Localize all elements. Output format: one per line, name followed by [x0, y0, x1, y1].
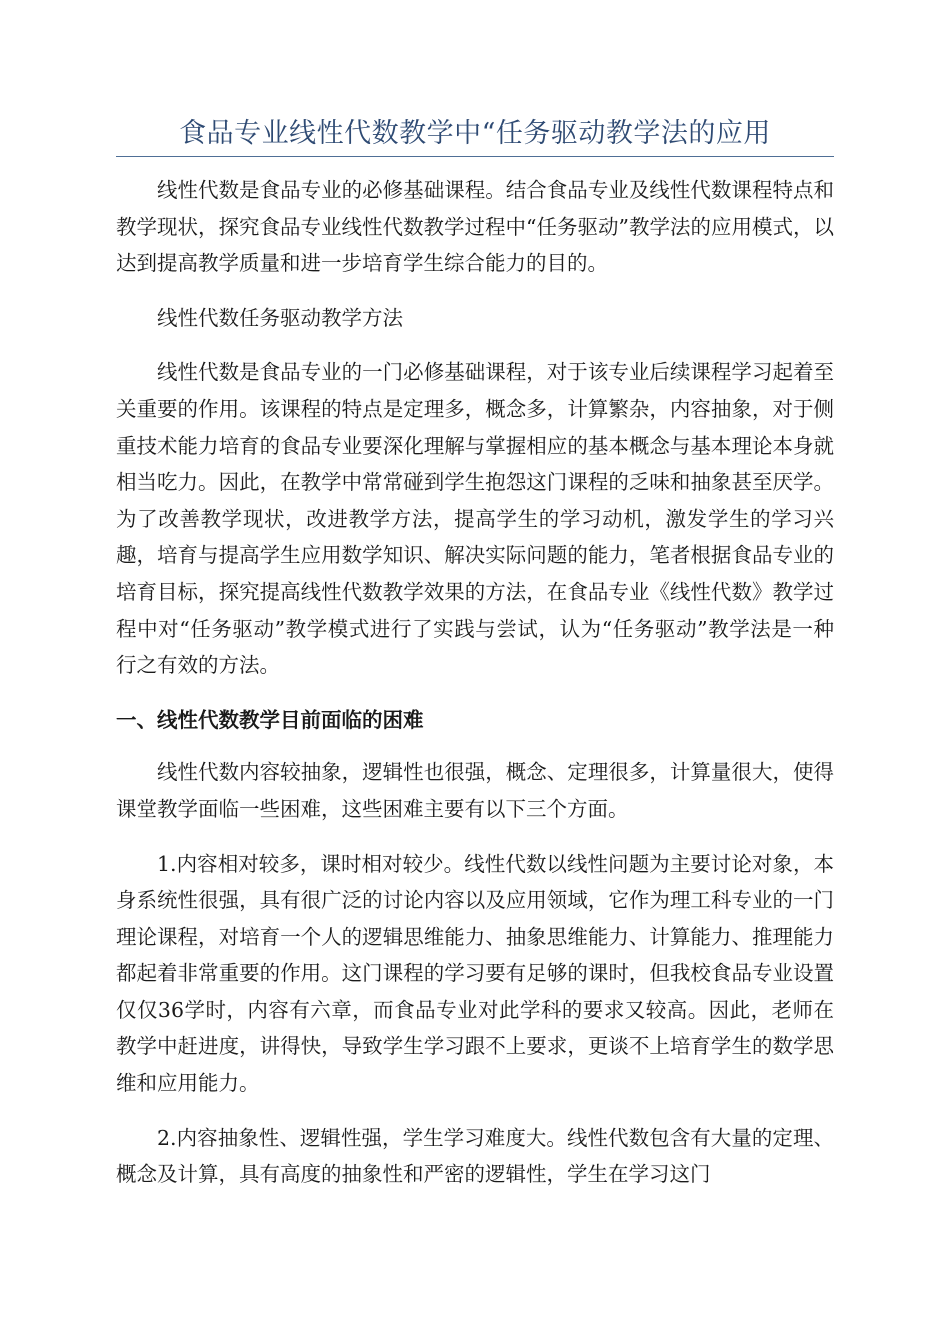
document-title: 食品专业线性代数教学中“任务驱动教学法的应用 [116, 112, 834, 157]
point-2-paragraph: 2.内容抽象性、逻辑性强，学生学习难度大。线性代数包含有大量的定理、概念及计算，具有高度的抽象性和严密的逻辑性，学生在学习这门 [116, 1125, 834, 1187]
document-body [116, 172, 834, 1211]
point-1-paragraph: 1.内容相对较多，课时相对较少。线性代数以线性问题为主要讨论对象，本身系统性很强，具有很广泛的讨论内容以及应用领域，它作为理工科专业的一门理论课程，对培育一个人的逻辑思维能力、抽象思维能力、计算能力、推理能力都起着非常重要的作用。这门课程的学习要有足够的课时，但我校食品专业设置仅仅36学时，内容有六章，而食品专业对此学科的要求又较高。因此，老师在教学中赶进度，讲得快，导致学生学习跟不上要求，更谈不上培育学生的数学思维和应用能力。 [116, 851, 834, 1096]
section-heading: 一、线性代数教学目前面临的困难 [116, 707, 424, 732]
section-intro-paragraph: 线性代数内容较抽象，逻辑性也很强，概念、定理很多，计算量很大，使得课堂教学面临一些困难，这些困难主要有以下三个方面。 [116, 760, 834, 821]
abstract-paragraph: 线性代数是食品专业的必修基础课程。结合食品专业及线性代数课程特点和教学现状，探究食品专业线性代数教学过程中“任务驱动”教学法的应用模式，以达到提高教学质量和进一步培育学生综合能力的目的。 [116, 178, 834, 276]
keywords-line: 线性代数任务驱动教学方法 [157, 305, 403, 330]
intro-paragraph: 线性代数是食品专业的一门必修基础课程，对于该专业后续课程学习起着至关重要的作用。该课程的特点是定理多，概念多，计算繁杂，内容抽象，对于侧重技术能力培育的食品专业要深化理解与掌握相应的基本概念与基本理论本身就相当吃力。因此，在教学中常常碰到学生抱怨这门课程的乏味和抽象甚至厌学。为了改善教学现状，改进教学方法，提高学生的学习动机，激发学生的学习兴趣，培育与提高学生应用数学知识、解决实际问题的能力，笔者根据食品专业的培育目标，探究提高线性代数教学效果的方法，在食品专业《线性代数》教学过程中对“任务驱动”教学模式进行了实践与尝试，认为“任务驱动”教学法是一种行之有效的方法。 [116, 360, 834, 678]
